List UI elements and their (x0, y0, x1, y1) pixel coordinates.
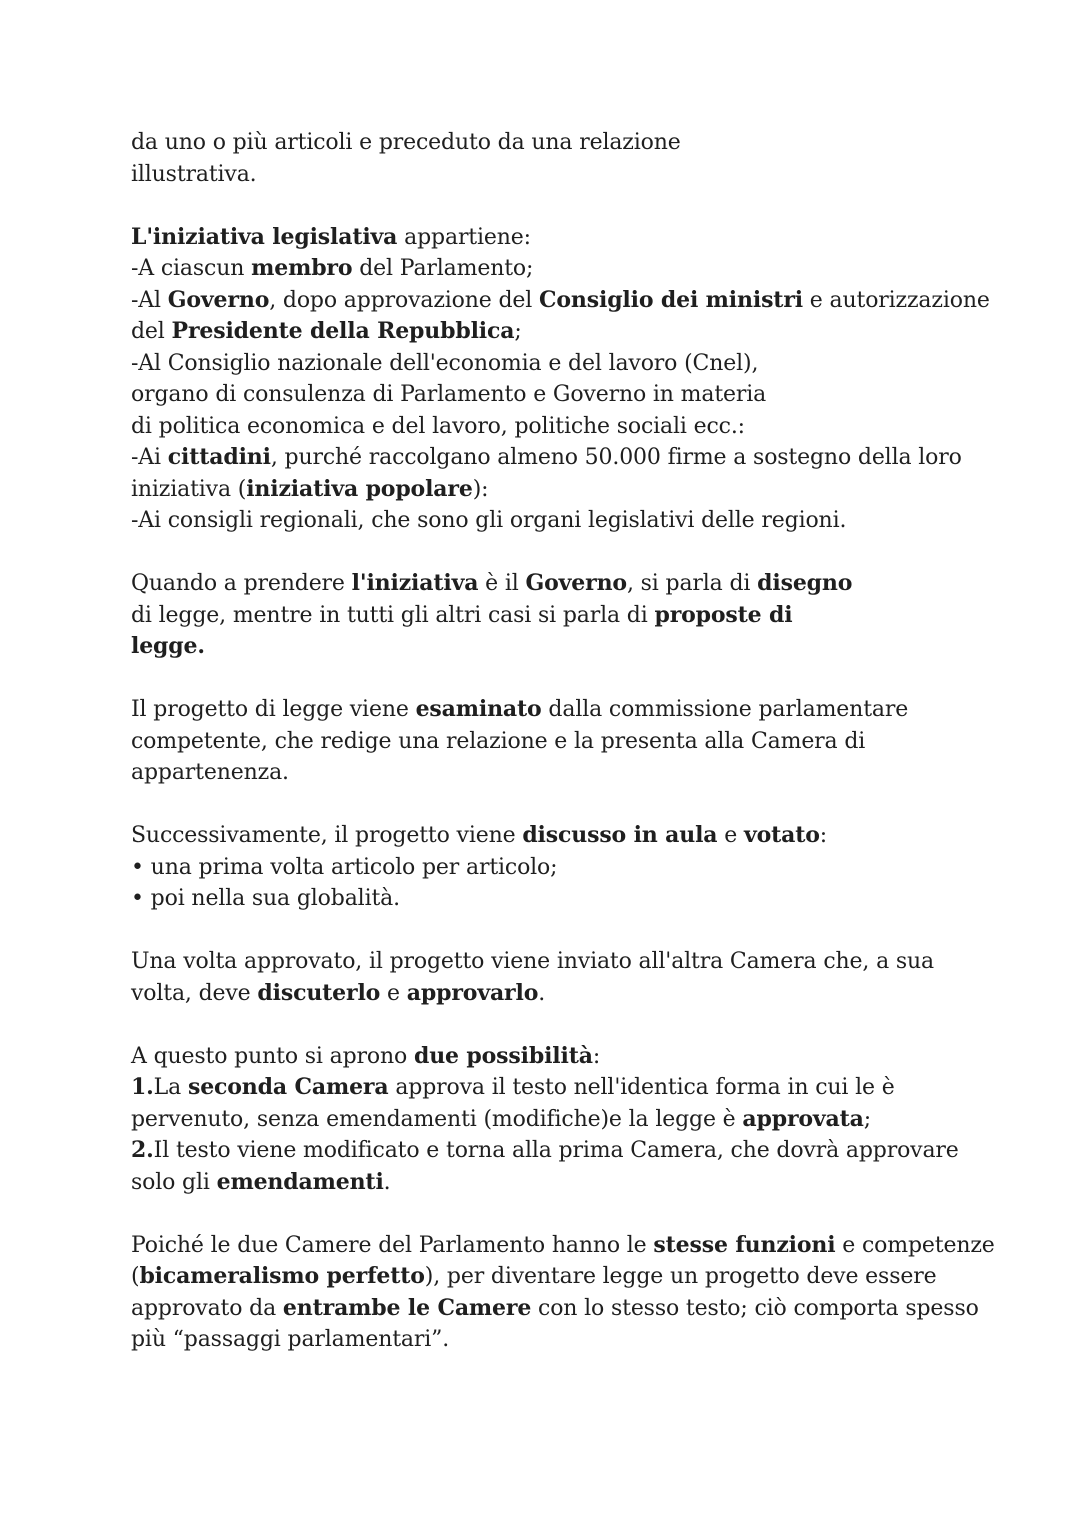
paragraph (131, 694, 960, 789)
bold-text: approvarlo (406, 979, 539, 1006)
text-segment: La (153, 1075, 188, 1100)
bold-text: Governo (525, 570, 627, 596)
text-segment: appartenenza. (131, 760, 289, 785)
text-line (131, 379, 960, 411)
paragraph (131, 222, 990, 537)
text-segment: . (538, 980, 546, 1006)
text-line (131, 222, 960, 254)
bold-text: proposte di (654, 601, 793, 628)
text-line (131, 1041, 960, 1073)
text-line (131, 568, 960, 600)
text-segment: Successivamente, il progetto viene (131, 823, 523, 848)
text-segment: con lo stesso testo; ciò comporta spesso (531, 1295, 979, 1321)
text-segment: -Ai consigli regionali, che sono gli organi legislativi delle regioni. (131, 508, 847, 533)
bold-text: membro (251, 255, 353, 281)
paragraph (131, 820, 960, 915)
text-line (131, 946, 960, 978)
text-line (131, 285, 990, 317)
text-segment: iniziativa ( (131, 476, 247, 502)
text-segment: di legge, mentre in tutti gli altri casi si parla di (131, 602, 655, 628)
text-segment: • una prima volta articolo per articolo; (131, 854, 558, 880)
bold-text: seconda Camera (187, 1074, 389, 1100)
text-segment: Quando a prendere (131, 571, 352, 596)
text-segment: -Al Consiglio nazionale dell'economia e del lavoro (Cnel), (131, 350, 759, 376)
bold-text: discuterlo (257, 979, 381, 1006)
bold-text: due possibilità (413, 1042, 593, 1069)
text-segment: è il (478, 571, 526, 596)
text-line (131, 253, 960, 285)
text-line (131, 411, 960, 443)
text-line (131, 1261, 960, 1293)
text-segment: più “passaggi parlamentari”. (131, 1327, 450, 1352)
text-segment: competente, che redige una relazione e la presenta alla Camera di (131, 728, 866, 754)
text-line (131, 883, 960, 915)
text-segment: ): (472, 476, 489, 502)
text-segment: ; (514, 319, 522, 344)
text-segment: approva il testo nell'identica forma in cui le è (388, 1075, 895, 1100)
text-segment: ; (863, 1106, 872, 1132)
paragraph (131, 1041, 960, 1199)
paragraph (131, 127, 960, 190)
text-segment: del (131, 319, 172, 344)
bold-text: Governo (167, 286, 270, 313)
bold-text: bicameralismo perfetto (139, 1263, 425, 1289)
text-line (131, 1104, 960, 1136)
text-segment: del Parlamento; (352, 256, 534, 281)
text-line (131, 442, 960, 474)
paragraph (131, 1230, 995, 1356)
bold-text: approvata (742, 1105, 864, 1132)
text-segment: organo di consulenza di Parlamento e Governo in materia (131, 382, 767, 407)
text-segment: volta, deve (131, 980, 258, 1006)
text-line (131, 852, 960, 884)
text-segment: , dopo approvazione del (269, 287, 540, 313)
bold-text: votato (743, 822, 820, 848)
text-segment: solo gli (131, 1169, 217, 1195)
text-segment: appartiene: (397, 224, 531, 250)
text-segment: : (592, 1043, 601, 1069)
text-segment: di politica economica e del lavoro, politiche sociali ecc.: (131, 413, 745, 439)
bold-text: 2. (131, 1137, 154, 1163)
text-segment: -Ai (131, 445, 168, 470)
text-segment: e (380, 980, 407, 1006)
bold-text: stesse funzioni (653, 1231, 836, 1258)
bold-text: l'iniziativa (351, 570, 479, 596)
text-segment: Il progetto di legge viene (131, 697, 416, 722)
paragraph (131, 946, 960, 1009)
text-segment: Poiché le due Camere del Parlamento hanno le (131, 1232, 654, 1258)
bold-text: disegno (757, 570, 853, 596)
text-segment: -Al (131, 287, 168, 313)
text-line (131, 1135, 960, 1167)
bold-text: esaminato (415, 696, 542, 722)
text-line (131, 1230, 995, 1262)
text-line (131, 978, 960, 1010)
text-line (131, 726, 960, 758)
text-line (131, 159, 960, 191)
bold-text: Presidente della Repubblica (171, 318, 515, 344)
text-line (131, 1324, 960, 1356)
text-line (131, 127, 960, 159)
bold-text: 1. (131, 1074, 154, 1100)
text-line (131, 348, 960, 380)
text-segment: ( (131, 1264, 140, 1289)
text-segment: : (819, 823, 828, 848)
bold-text: emendamenti (216, 1168, 384, 1195)
text-segment: . (383, 1169, 391, 1195)
bold-text: entrambe le Camere (282, 1294, 532, 1321)
text-line (131, 694, 960, 726)
text-line (131, 1072, 960, 1104)
text-segment: illustrativa. (131, 161, 257, 187)
text-segment: dalla commissione parlamentare (541, 697, 909, 722)
text-line (131, 316, 960, 348)
bold-text: iniziativa popolare (246, 475, 473, 502)
text-segment: , si parla di (626, 571, 758, 596)
text-segment: A questo punto si aprono (131, 1043, 414, 1069)
text-segment: pervenuto, senza emendamenti (modifiche)e la legge è (131, 1106, 743, 1132)
text-line (131, 1167, 960, 1199)
bold-text: cittadini (167, 444, 271, 470)
text-line (131, 474, 960, 506)
bold-text: legge. (131, 633, 205, 659)
text-line (131, 1293, 979, 1325)
text-segment: • poi nella sua globalità. (131, 886, 400, 911)
text-line (131, 757, 960, 789)
text-segment: e competenze (835, 1232, 995, 1258)
paragraph (131, 568, 960, 663)
bold-text: L'iniziativa legislativa (131, 223, 398, 250)
text-segment: e (717, 823, 744, 848)
text-line (131, 631, 960, 663)
text-line (131, 820, 960, 852)
text-line (131, 600, 960, 632)
bold-text: Consiglio dei ministri (539, 286, 803, 313)
text-line (131, 505, 960, 537)
text-segment: e autorizzazione (802, 287, 990, 313)
text-segment: da uno o più articoli e preceduto da una relazione (131, 130, 681, 155)
text-segment: , purché raccolgano almeno 50.000 firme a sostegno della loro (270, 445, 962, 470)
text-segment: Il testo viene modificato e torna alla prima Camera, che dovrà approvare (153, 1138, 959, 1163)
bold-text: discusso in aula (522, 822, 718, 848)
text-segment: ), per diventare legge un progetto deve essere (424, 1264, 937, 1289)
text-segment: approvato da (131, 1295, 283, 1321)
text-segment: -A ciascun (131, 256, 252, 281)
text-segment: Una volta approvato, il progetto viene inviato all'altra Camera che, a sua (131, 949, 934, 974)
